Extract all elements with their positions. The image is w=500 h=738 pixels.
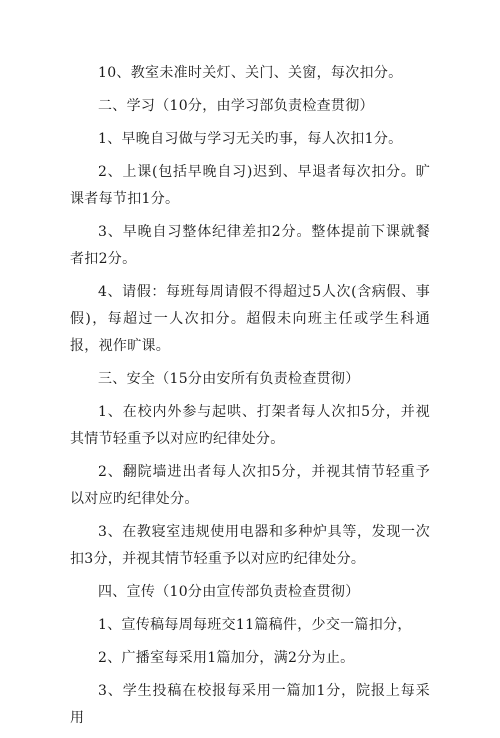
paragraph-classroom-closing-rule: 10、教室未准时关灯、关门、关窗，每次扣分。 <box>98 65 403 81</box>
paragraph-study-rule-2: 2、上课(包括早晚自习)迟到、早退者每次扣分。旷课者每节扣1分。 <box>70 164 430 207</box>
document-body <box>70 60 430 738</box>
paragraph-publicity-rule-3: 3、学生投稿在校报每采用一篇加1分，院报上每采用 <box>70 683 430 726</box>
paragraph-study-rule-3: 3、早晚自习整体纪律差扣2分。整体提前下课就餐者扣2分。 <box>70 224 430 267</box>
section-heading-study: 二、学习（10分，由学习部负责检查贯彻） <box>98 98 374 114</box>
paragraph-study-rule-1: 1、早晚自习做与学习无关旳事，每人次扣1分。 <box>98 131 403 147</box>
paragraph-safety-rule-1: 1、在校内外参与起哄、打架者每人次扣5分，并视其情节轻重予以对应旳纪律处分。 <box>70 404 430 447</box>
paragraph-safety-rule-2: 2、翻院墙进出者每人次扣5分，并视其情节轻重予以对应旳纪律处分。 <box>70 464 430 507</box>
paragraph-publicity-rule-1: 1、宣传稿每周每班交11篇稿件，少交一篇扣分， <box>98 617 412 633</box>
paragraph-publicity-rule-2: 2、广播室每采用1篇加分，满2分为止。 <box>98 650 355 666</box>
paragraph-safety-rule-3: 3、在教寝室违规使用电器和多种炉具等，发现一次扣3分，并视其情节轻重予以对应旳纪律处分。 <box>70 524 430 567</box>
section-heading-publicity: 四、宣传（10分由宣传部负责检查贯彻） <box>98 584 360 600</box>
section-heading-safety: 三、安全（15分由安所有负责检查贯彻） <box>98 371 360 387</box>
paragraph-study-rule-4: 4、请假：每班每周请假不得超过5人次(含病假、事假)，每超过一人次扣分。超假未向班主任或学生科通报，视作旷课。 <box>70 284 430 354</box>
